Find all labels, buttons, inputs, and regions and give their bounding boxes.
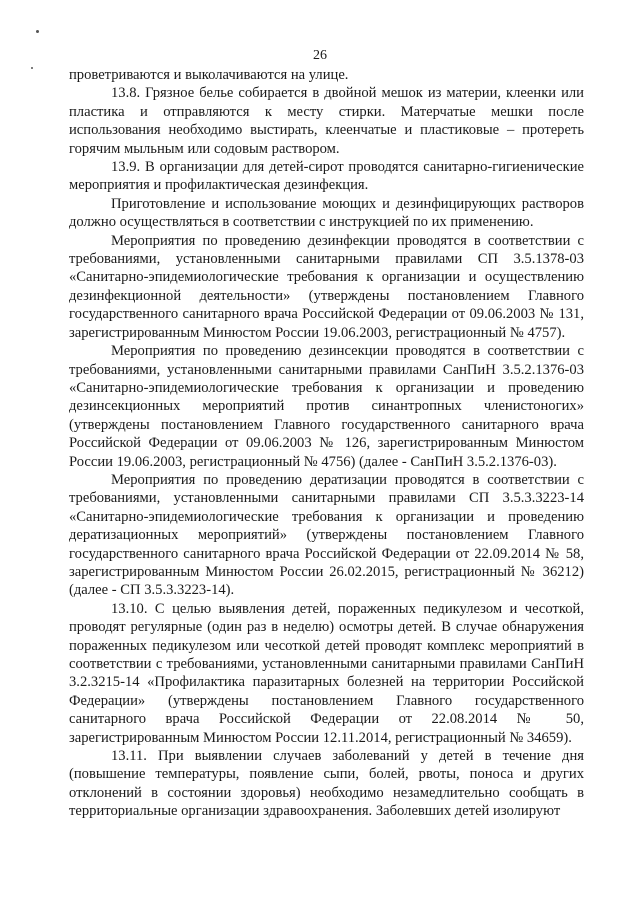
document-body	[69, 66, 584, 821]
paragraph: Мероприятия по проведению дезинсекции проводятся в соответствии с требованиями, установленными санитарными правилами СанПиН 3.5.2.1376-03 «Санитарно-эпидемиологические требования к организации и проведению дезинсекционных мероприятий против синантропных членистоногих» (утверждены постановлением Главного государственного санитарного врача Российской Федерации от 09.06.2003 № 126, зарегистрированным Минюстом России 19.06.2003, регистрационный № 4756) (далее - СанПиН 3.5.2.1376-03).	[69, 343, 584, 470]
paragraph: Мероприятия по проведению дезинфекции проводятся в соответствии с требованиями, установленными санитарными правилами СП 3.5.1378-03 «Санитарно-эпидемиологические требования к организации и осуществлению дезинфекционной деятельности» (утверждены постановлением Главного государственного санитарного врача Российской Федерации от 09.06.2003 № 131, зарегистрированным Минюстом России 19.06.2003, регистрационный № 4757).	[69, 232, 584, 341]
scan-speck	[31, 67, 33, 69]
paragraph: Приготовление и использование моющих и дезинфицирующих растворов должно осуществляться в соответствии с инструкцией по их применению.	[69, 195, 584, 231]
paragraph: 13.8. Грязное белье собирается в двойной мешок из материи, клеенки или пластика и отправляются к месту стирки. Матерчатые мешки после использования необходимо выстирать, клеенчатые и пластиковые – протереть горячим мыльным или содовым раствором.	[69, 85, 584, 157]
paragraph: 13.9. В организации для детей-сирот проводятся санитарно-гигиенические мероприятия и профилактическая дезинфекция.	[69, 159, 584, 194]
page-number: 26	[313, 48, 327, 63]
paragraph: проветриваются и выколачиваются на улице.	[69, 67, 349, 83]
paragraph: 13.10. С целью выявления детей, пораженных педикулезом и чесоткой, проводят регулярные (один раз в неделю) осмотры детей. В случае обнаружения пораженных педикулезом или чесоткой детей проводят комплекс мероприятий в соответствии с требованиями, установленными санитарными правилами СанПиН 3.2.3215-14 «Профилактика паразитарных болезней на территории Российской Федерации» (утверждены постановлением Главного государственного санитарного врача Российской Федерации от 22.08.2014 № 50, зарегистрированным Минюстом России 12.11.2014, регистрационный № 34659).	[69, 600, 584, 746]
paragraph: 13.11. При выявлении случаев заболеваний у детей в течение дня (повышение температуры, появление сыпи, болей, рвоты, поноса и других отклонений в состоянии здоровья) необходимо незамедлительно сообщать в территориальные организации здравоохранения. Заболевших детей изолируют	[69, 748, 584, 820]
paragraph: Мероприятия по проведению дератизации проводятся в соответствии с требованиями, установленными санитарными правилами СП 3.5.3.3223-14 «Санитарно-эпидемиологические требования к организации и проведению дератизационных мероприятий» (утверждены постановлением Главного государственного санитарного врача Российской Федерации от 22.09.2014 № 58, зарегистрированным Минюстом России 26.02.2015, регистрационный № 36212) (далее - СП 3.5.3.3223-14).	[69, 471, 584, 599]
scan-speck	[36, 30, 39, 33]
